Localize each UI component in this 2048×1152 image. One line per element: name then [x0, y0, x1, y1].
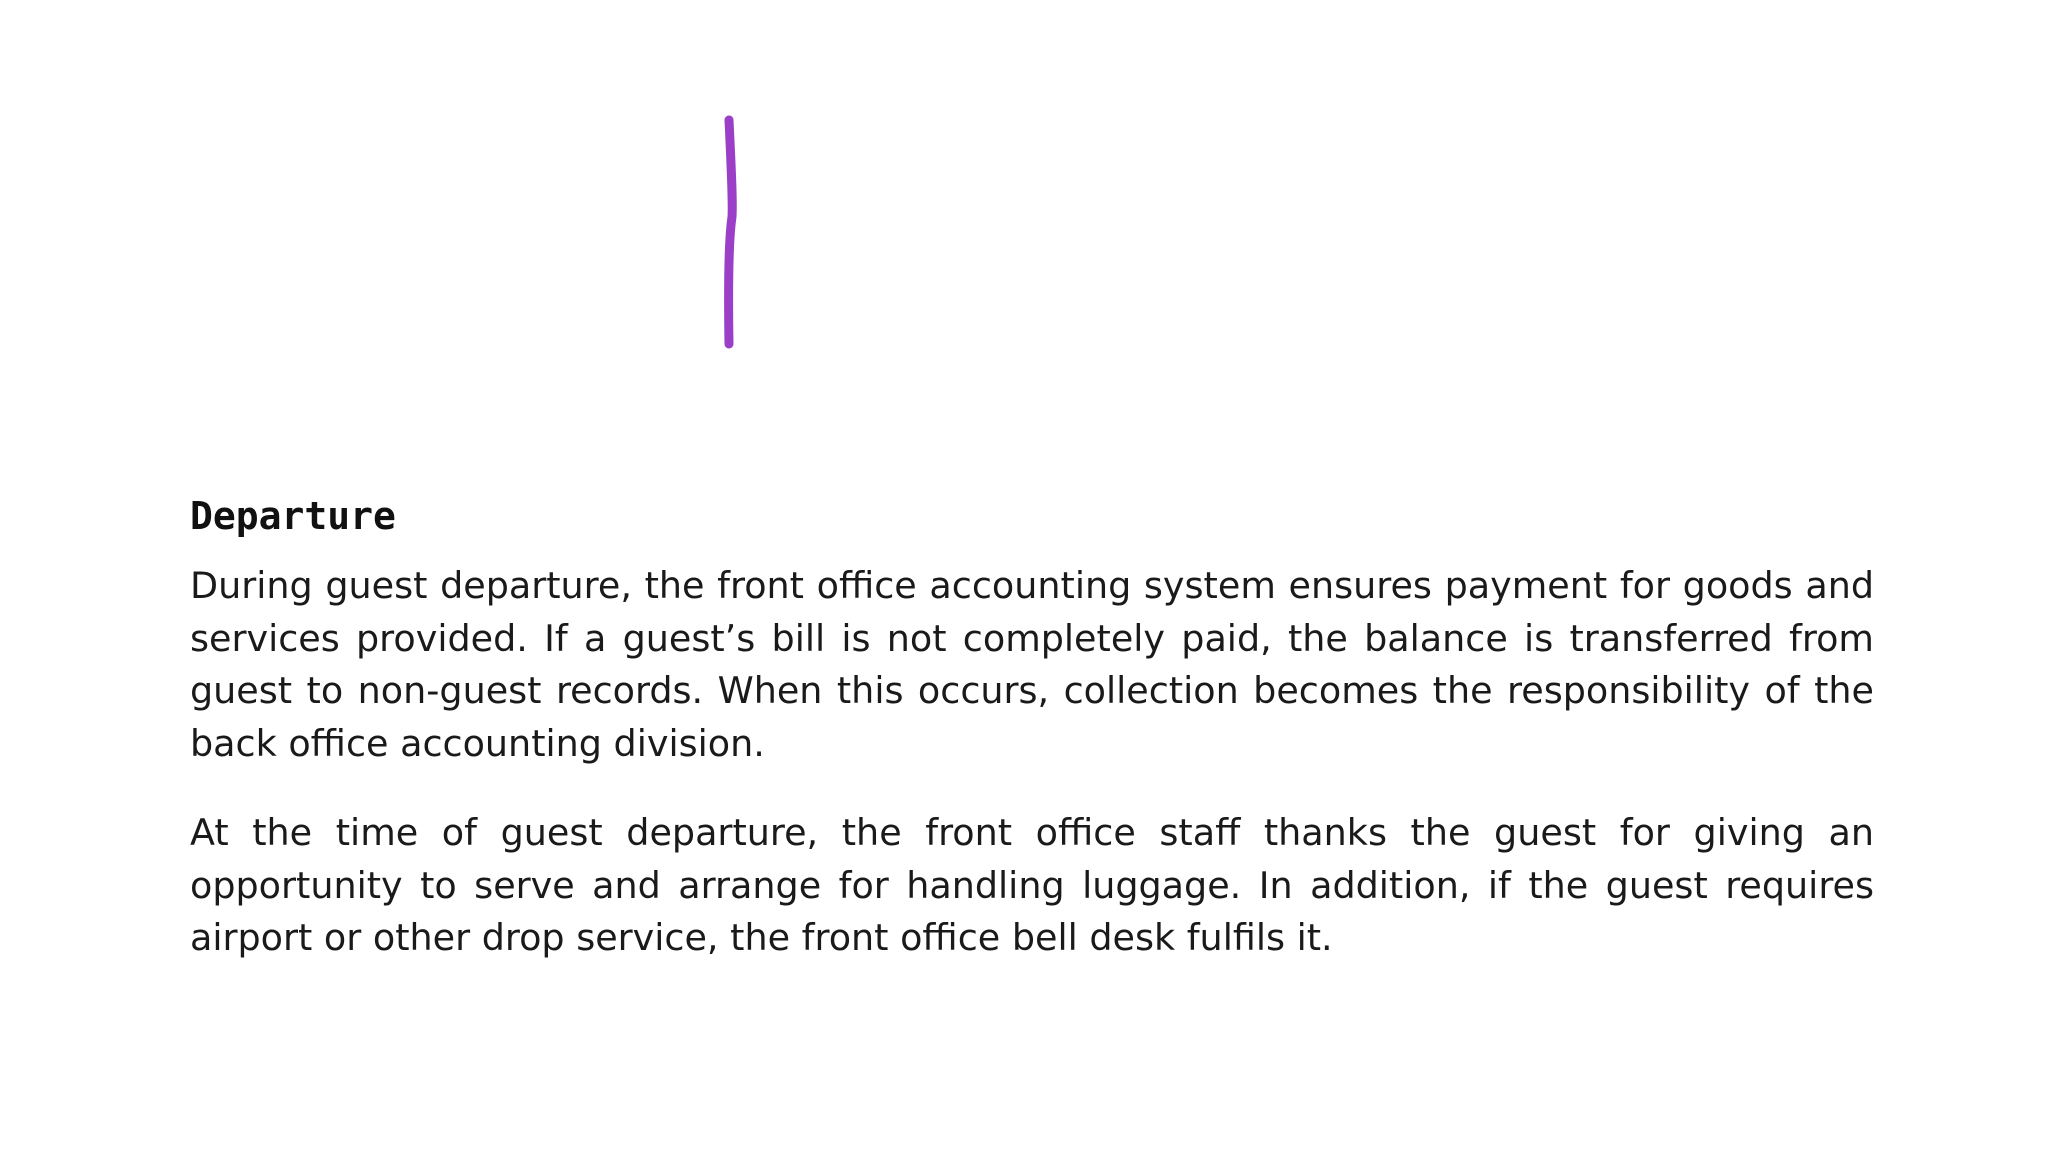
- paragraph-2: At the time of guest departure, the front office staff thanks the guest for giving an opportunity to serve and arrange for handling luggage. In addition, if the guest requires airport or other drop service, the front office bell desk fulfils it.: [190, 811, 1874, 959]
- pen-annotation-stroke: [710, 112, 740, 352]
- section-heading: Departure: [190, 494, 396, 538]
- paragraph-1: During guest departure, the front office accounting system ensures payment for goods and services provided. If a guest’s bill is not completely paid, the balance is transferred from guest to non-guest records. When this occurs, collection becomes the responsibility of the back office accounting division.: [190, 564, 1874, 765]
- document-body: [190, 490, 1874, 1002]
